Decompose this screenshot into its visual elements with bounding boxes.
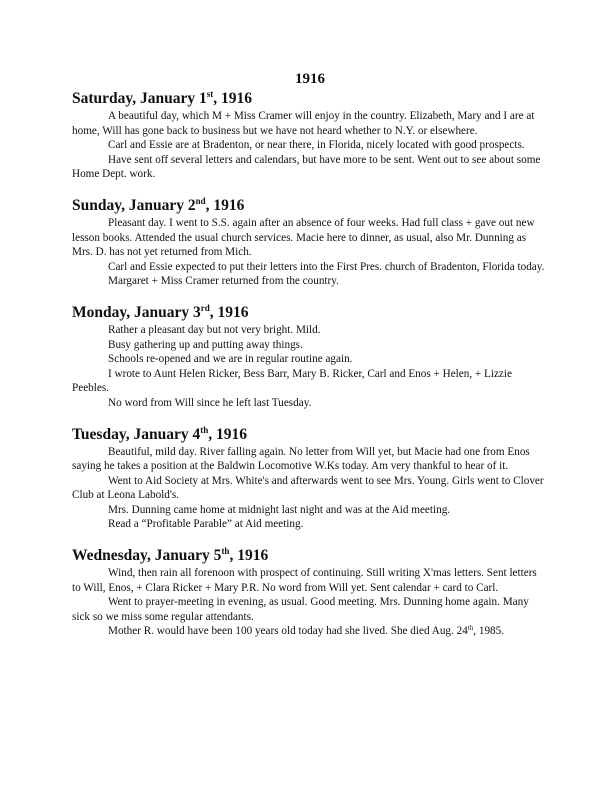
entry-paragraph xyxy=(72,624,548,639)
entry-heading xyxy=(72,547,548,565)
diary-entry-jan-3 xyxy=(72,304,548,411)
entry-paragraph: Carl and Essie expected to put their letters into the First Pres. church of Bradenton, Florida today. xyxy=(108,260,545,273)
entry-day: Sunday, January 2 xyxy=(72,196,196,214)
entry-paragraph: Carl and Essie are at Bradenton, or near there, in Florida, nicely located with good prospects. xyxy=(108,139,525,152)
entry-day: Tuesday, January 4 xyxy=(72,425,201,443)
entry-paragraph: I wrote to Aunt Helen Ricker, Bess Barr, Mary B. Ricker, Carl and Enos + Helen, + Lizzie Peebles. xyxy=(72,367,512,395)
entry-year: , 1916 xyxy=(229,547,269,565)
diary-entry-jan-1 xyxy=(72,90,548,182)
entry-paragraph: Schools re-opened and we are in regular routine again. xyxy=(108,353,353,366)
entry-heading xyxy=(72,197,548,215)
date-ordinal: th xyxy=(467,624,474,633)
entry-paragraph: Have sent off several letters and calendars, but have more to be sent. Went out to see about some Home Dept. work. xyxy=(72,153,541,181)
entry-ordinal: nd xyxy=(195,195,206,206)
entry-year: , 1916 xyxy=(205,196,245,214)
page-year-title: 1916 xyxy=(295,71,325,87)
diary-entry-jan-2 xyxy=(72,197,548,289)
entry-day: Monday, January 3 xyxy=(72,303,201,321)
diary-entry-jan-4 xyxy=(72,426,548,533)
entry-heading xyxy=(72,426,548,444)
entry-ordinal: th xyxy=(221,546,230,557)
entry-year: , 1916 xyxy=(213,90,253,107)
entry-heading xyxy=(72,90,548,108)
entry-paragraph: No word from Will since he left last Tuesday. xyxy=(108,396,312,409)
entry-text: Mother R. would have been 100 years old today had she lived. She died Aug. 24 xyxy=(108,625,468,638)
entry-paragraph: Read a “Profitable Parable” at Aid meeting. xyxy=(108,518,304,531)
diary-entry-jan-5 xyxy=(72,547,548,639)
entry-paragraph: Went to prayer-meeting in evening, as usual. Good meeting. Mrs. Dunning home again. Many sick so we miss some regular attendants. xyxy=(72,596,529,623)
diary-page xyxy=(72,70,548,639)
entry-paragraph: Went to Aid Society at Mrs. White's and afterwards went to see Mrs. Young. Girls went to Clover Club at Leona Labold's. xyxy=(72,474,544,502)
entry-ordinal: th xyxy=(200,424,209,435)
entry-paragraph: Margaret + Miss Cramer returned from the country. xyxy=(108,275,339,288)
entry-year: , 1916 xyxy=(209,303,249,321)
entry-text-end: , 1985. xyxy=(473,625,505,638)
entry-paragraph: Wind, then rain all forenoon with prospect of continuing. Still writing X'mas letters. Sent letters to Will, Enos, + Clara Ricker + Mary P.R. No word from Will yet. Sent calendar + card to Carl. xyxy=(72,567,537,594)
entry-year: , 1916 xyxy=(208,425,247,443)
entry-ordinal: st xyxy=(206,89,214,99)
entry-day: Wednesday, January 5 xyxy=(72,547,222,565)
entry-paragraph: Mrs. Dunning came home at midnight last night and was at the Aid meeting. xyxy=(108,503,451,516)
entry-paragraph: Pleasant day. I went to S.S. again after an absence of four weeks. Had full class + gave out new lesson books. Attended the usual church services. Macie here to dinner, as usual, also Mr. Dunning as Mrs. D. has not yet returned from Mich. xyxy=(72,216,535,259)
entry-ordinal: rd xyxy=(200,302,210,313)
entry-paragraph: Rather a pleasant day but not very bright. Mild. xyxy=(108,323,321,336)
entry-paragraph: Busy gathering up and putting away things. xyxy=(108,338,303,351)
entry-paragraph: Beautiful, mild day. River falling again. No letter from Will yet, but Macie had one from Enos saying he takes a position at the Baldwin Locomotive W.Ks today. Am very thankful to hear of it. xyxy=(72,445,530,473)
entry-paragraph: A beautiful day, which M + Miss Cramer will enjoy in the country. Elizabeth, Mary and I are at home, Will has gone back to business but we have not heard whether to N.Y. or elsewhere. xyxy=(72,110,535,137)
entry-day: Saturday, January 1 xyxy=(72,90,207,107)
entry-heading xyxy=(72,304,548,322)
